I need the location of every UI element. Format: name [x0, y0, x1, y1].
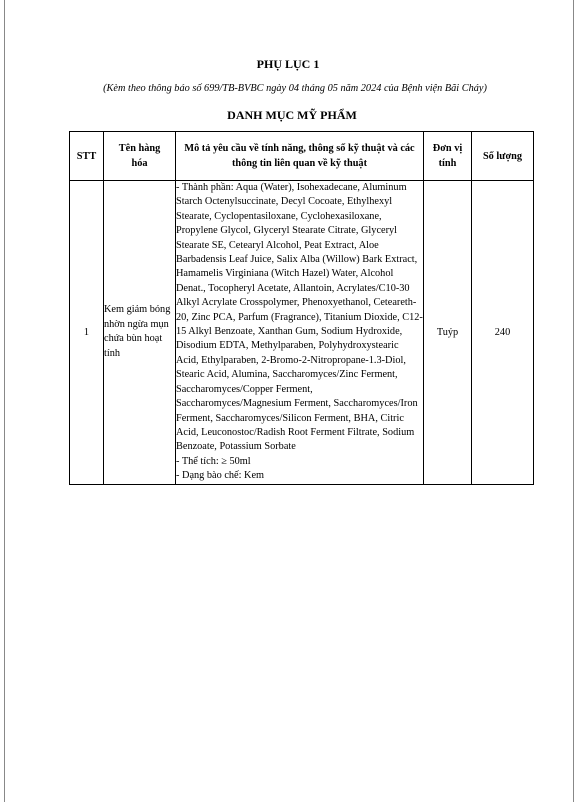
cell-stt: 1: [70, 181, 104, 485]
cell-quantity: 240: [472, 181, 534, 485]
appendix-subtitle: (Kèm theo thông báo số 699/TB-BVBC ngày 04 tháng 05 năm 2024 của Bệnh viện Bãi Cháy): [103, 83, 487, 94]
catalog-title: DANH MỤC MỸ PHẨM: [227, 108, 357, 122]
cell-product-name: Kem giảm bóng nhờn ngừa mụn chứa bùn hoạt tính: [104, 181, 176, 485]
header-quantity: Số lượng: [472, 132, 534, 181]
table-header-row: [70, 132, 534, 181]
table-row: [70, 181, 534, 485]
header-stt: STT: [70, 132, 104, 181]
header-unit: Đơn vị tính: [424, 132, 472, 181]
description-form: - Dạng bào chế: Kem: [176, 470, 265, 482]
header-name: Tên hàng hóa: [104, 132, 176, 181]
description-ingredients: - Thành phần: Aqua (Water), Isohexadecane, Aluminum Starch Octenylsuccinate, Decyl Cocoate, Ethylhexyl Stearate, Cyclopentasiloxane, Cyclohexasiloxane, Propylene Glycol, Glyceryl Stearate Citrate, Glyceryl Stearate SE, Cetearyl Alcohol, Peat Extract, Aloe Barbadensis Leaf Juice, Salix Alba (Willow) Bark Extract, Hamamelis Virginiana (Witch Hazel) Water, Alcohol Denat., Tocopheryl Acetate, Allantoin, Acrylates/C10-30 Alkyl Acrylate Crosspolymer, Phenoxyethanol, Ceteareth-20, Zinc PCA, Parfum (Fragrance), Titanium Dioxide, C12-15 Alkyl Benzoate, Xanthan Gum, Sodium Hydroxide, Disodium EDTA, Methylparaben, Polyhydroxystearic Acid, Ethylparaben, 2-Bromo-2-Nitropropane-1.3-Diol, Stearic Acid, Alumina, Saccharomyces/Zinc Ferment, Saccharomyces/Copper Ferment, Saccharomyces/Magnesium Ferment, Saccharomyces/Iron Ferment, Saccharomyces/Silicon Ferment, BHA, Citric Acid, Leuconostoc/Radish Root Ferment Filtrate, Sodium Benzoate, Potassium Sorbate: [176, 182, 423, 453]
appendix-title: PHỤ LỤC 1: [256, 57, 320, 71]
header-description: Mô tả yêu cầu về tính năng, thông số kỹ thuật và các thông tin liên quan về kỹ thuật: [176, 132, 424, 181]
cosmetics-catalog-table: [69, 131, 534, 485]
cell-description: [176, 181, 424, 485]
description-volume: - Thể tích: ≥ 50ml: [176, 455, 251, 467]
cell-unit: Tuýp: [424, 181, 472, 485]
